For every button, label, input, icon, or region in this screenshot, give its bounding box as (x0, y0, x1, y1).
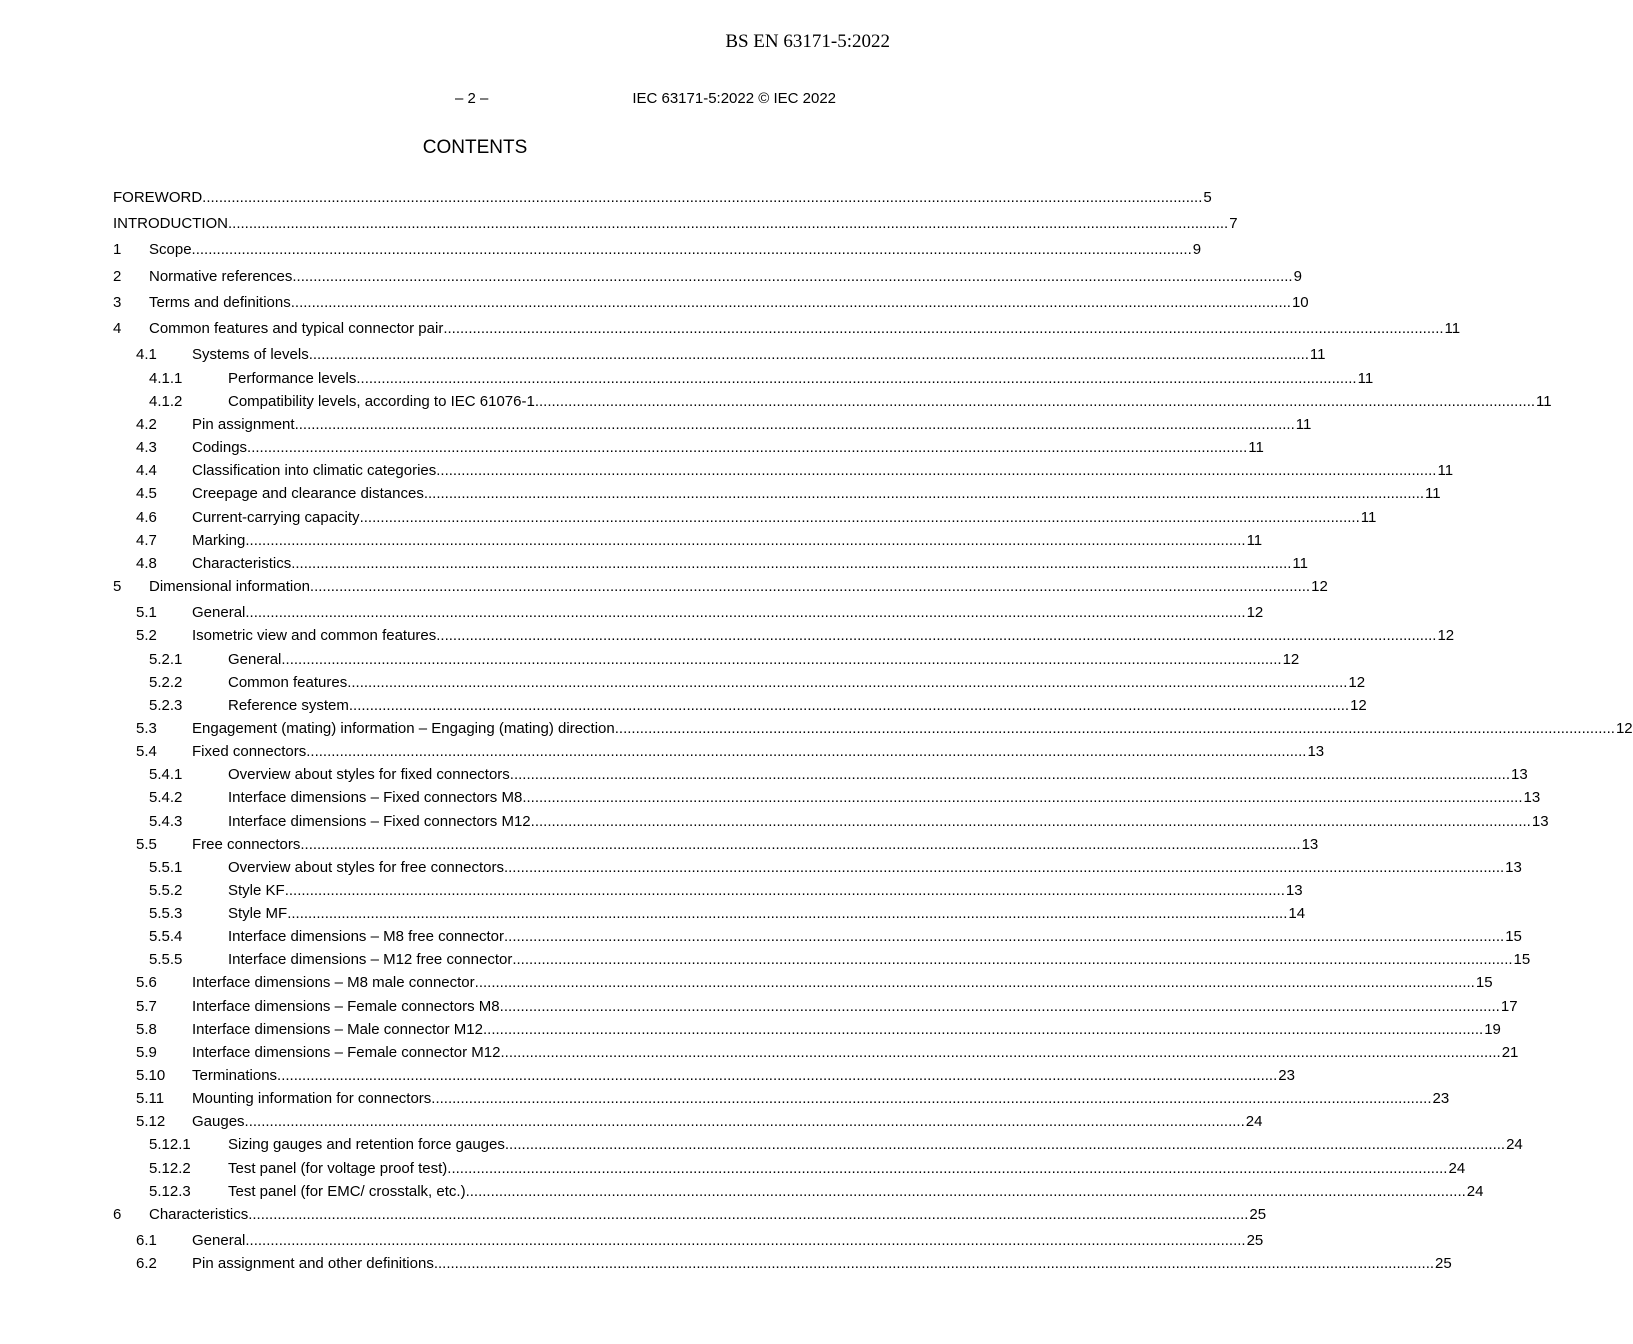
toc-entry-title: Style MF (228, 905, 288, 922)
toc-leader-dots (504, 858, 1504, 878)
toc-entry-number: 5.12 (136, 1113, 166, 1130)
toc-leader-dots (245, 531, 1245, 551)
toc-entry-number: 5.7 (136, 998, 157, 1015)
toc-entry-page: 9 (1293, 268, 1302, 285)
toc-entry[interactable] (113, 1135, 1523, 1155)
toc-entry-number: 5.12.1 (149, 1136, 191, 1153)
toc-entry-page: 12 (1311, 578, 1328, 595)
toc-entry-page: 23 (1278, 1067, 1295, 1084)
standard-id: BS EN 63171-5:2022 (725, 31, 890, 52)
toc-entry-page: 21 (1501, 1044, 1519, 1061)
toc-leader-dots (424, 484, 1424, 504)
toc-entry-title: Interface dimensions – Fixed connectors M8 (228, 789, 523, 806)
toc-entry-page: 13 (1301, 836, 1319, 853)
toc-leader-dots (531, 812, 1531, 832)
toc-entry-page: 11 (1246, 532, 1263, 549)
toc-entry-title: Common features (228, 674, 348, 691)
toc-leader-dots (228, 214, 1228, 234)
toc-entry-title: Fixed connectors (192, 743, 307, 760)
toc-leader-dots (475, 973, 1475, 993)
toc-entry-page: 13 (1307, 743, 1325, 760)
toc-entry[interactable] (113, 765, 1528, 785)
toc-entry-title: Pin assignment (192, 416, 295, 433)
toc-leader-dots (309, 345, 1309, 365)
toc-entry-page: 19 (1484, 1021, 1501, 1038)
toc-entry-page: 13 (1523, 789, 1541, 806)
toc-entry-number: 4.8 (136, 555, 157, 572)
toc-entry-number: 5.9 (136, 1044, 157, 1061)
toc-entry-title: Test panel (for EMC/ crosstalk, etc.) (228, 1183, 466, 1200)
toc-entry[interactable] (113, 881, 1303, 901)
toc-entry[interactable] (113, 1089, 1450, 1109)
toc-entry-page: 12 (1282, 651, 1300, 668)
toc-entry-number: 5.11 (136, 1090, 165, 1107)
toc-entry-title: Isometric view and common features (192, 627, 437, 644)
toc-entry-page: 11 (1309, 346, 1326, 363)
toc-entry-title: Terminations (192, 1067, 278, 1084)
toc-leader-dots (483, 1020, 1483, 1040)
toc-entry[interactable] (113, 1205, 1267, 1225)
toc-entry-number: 5 (113, 578, 122, 595)
toc-entry-number: 4 (113, 320, 122, 337)
toc-entry-title: Style KF (228, 882, 285, 899)
toc-entry[interactable] (113, 927, 1522, 947)
toc-entry[interactable] (113, 973, 1493, 993)
toc-entry[interactable] (113, 1182, 1484, 1202)
toc-entry-page: 11 (1360, 509, 1377, 526)
toc-entry-title: Scope (149, 241, 192, 258)
toc-entry-title: Reference system (228, 697, 349, 714)
toc-entry-page: 24 (1506, 1136, 1523, 1153)
toc-entry-title: Free connectors (192, 836, 301, 853)
toc-leader-dots (501, 1043, 1501, 1063)
toc-leader-dots (291, 554, 1291, 574)
toc-leader-dots (504, 927, 1504, 947)
toc-entry-title: Codings (192, 439, 248, 456)
toc-entry[interactable] (113, 214, 1238, 234)
toc-entry[interactable] (113, 531, 1263, 551)
toc-entry-title: Compatibility levels, according to IEC 61076-1 (228, 393, 535, 410)
contents-title: CONTENTS (422, 137, 528, 158)
toc-entry[interactable] (113, 345, 1326, 365)
toc-leader-dots (522, 788, 1522, 808)
toc-leader-dots (247, 438, 1247, 458)
toc-entry-title: Dimensional information (149, 578, 310, 595)
toc-leader-dots (505, 1135, 1505, 1155)
toc-entry-title: Marking (192, 532, 246, 549)
toc-entry-title: Terms and definitions (149, 294, 291, 311)
toc-leader-dots (434, 1254, 1434, 1274)
toc-entry[interactable] (113, 554, 1308, 574)
toc-entry-page: 5 (1203, 189, 1212, 206)
toc-leader-dots (281, 650, 1281, 670)
toc-leader-dots (277, 1066, 1277, 1086)
toc-entry-title: General (192, 604, 246, 621)
toc-entry-number: 4.5 (136, 485, 157, 502)
toc-entry-number: 5.5.3 (149, 905, 183, 922)
toc-entry-page: 11 (1295, 416, 1312, 433)
toc-leader-dots (443, 319, 1443, 339)
toc-entry-page: 9 (1192, 241, 1202, 258)
toc-entry-number: 5.3 (136, 720, 157, 737)
toc-entry[interactable] (113, 812, 1549, 832)
toc-entry-number: 5.5.4 (149, 928, 183, 945)
toc-leader-dots (300, 835, 1300, 855)
toc-leader-dots (291, 293, 1291, 313)
toc-entry[interactable] (113, 240, 1202, 260)
toc-leader-dots (248, 1205, 1248, 1225)
toc-entry-number: 6.2 (136, 1255, 157, 1272)
toc-leader-dots (349, 696, 1349, 716)
toc-leader-dots (512, 950, 1512, 970)
toc-entry[interactable] (113, 1159, 1466, 1179)
toc-entry[interactable] (113, 603, 1264, 623)
toc-entry-page: 15 (1475, 974, 1493, 991)
toc-entry-number: 6 (113, 1206, 122, 1223)
toc-entry[interactable] (113, 1066, 1295, 1086)
toc-entry-title: Interface dimensions – Male connector M12 (192, 1021, 483, 1038)
toc-entry-number: 4.7 (136, 532, 157, 549)
toc-entry[interactable] (113, 950, 1531, 970)
toc-entry-number: 6.1 (136, 1232, 157, 1249)
toc-entry-number: 5.2.3 (149, 697, 183, 714)
toc-leader-dots (245, 1112, 1245, 1132)
toc-leader-dots (192, 240, 1192, 260)
toc-entry-title: Mounting information for connectors (192, 1090, 432, 1107)
toc-entry-page: 25 (1249, 1206, 1267, 1223)
toc-entry-number: 5.2.2 (149, 674, 183, 691)
toc-leader-dots (310, 577, 1310, 597)
toc-leader-dots (245, 603, 1245, 623)
toc-entry-number: 5.2.1 (149, 651, 183, 668)
toc-entry-page: 13 (1285, 882, 1303, 899)
toc-entry-number: 5.10 (136, 1067, 166, 1084)
toc-entry-page: 23 (1432, 1090, 1450, 1107)
toc-entry-number: 5.4.2 (149, 789, 183, 806)
toc-entry-title: Interface dimensions – M8 male connector (192, 974, 475, 991)
toc-entry-page: 13 (1505, 859, 1522, 876)
toc-entry-page: 11 (1357, 370, 1374, 387)
toc-entry[interactable] (113, 858, 1522, 878)
toc-entry-page: 24 (1245, 1113, 1263, 1130)
toc-entry-page: 14 (1288, 905, 1306, 922)
toc-leader-dots (500, 997, 1500, 1017)
toc-entry-page: 11 (1292, 555, 1308, 572)
toc-entry-page: 25 (1435, 1255, 1452, 1272)
toc-entry-page: 17 (1500, 998, 1518, 1015)
toc-entry[interactable] (113, 1254, 1452, 1274)
toc-entry-page: 12 (1348, 674, 1366, 691)
toc-entry[interactable] (113, 650, 1300, 670)
toc-entry[interactable] (113, 742, 1325, 762)
toc-entry[interactable] (113, 188, 1212, 208)
toc-entry-title: Gauges (192, 1113, 245, 1130)
toc-leader-dots (202, 188, 1202, 208)
toc-entry-page: 24 (1448, 1160, 1466, 1177)
toc-leader-dots (447, 1159, 1447, 1179)
toc-entry-title: Common features and typical connector pair (149, 320, 444, 337)
toc-leader-dots (285, 881, 1285, 901)
toc-entry[interactable] (113, 696, 1367, 716)
toc-entry-page: 7 (1229, 215, 1238, 232)
toc-leader-dots (360, 508, 1360, 528)
toc-entry[interactable] (113, 319, 1461, 339)
toc-entry-title: Test panel (for voltage proof test) (228, 1160, 448, 1177)
toc-entry-number: 5.1 (136, 604, 157, 621)
toc-entry-number: 4.6 (136, 509, 157, 526)
toc-entry-title: Characteristics (192, 555, 292, 572)
toc-entry-title: Pin assignment and other definitions (192, 1255, 434, 1272)
toc-entry-title: General (192, 1232, 246, 1249)
toc-entry-page: 12 (1437, 627, 1455, 644)
toc-entry-number: 1 (113, 241, 122, 258)
toc-entry[interactable] (113, 626, 1455, 646)
toc-leader-dots (431, 1089, 1431, 1109)
toc-entry[interactable] (113, 1043, 1519, 1063)
toc-entry-title: Current-carrying capacity (192, 509, 360, 526)
toc-entry[interactable] (113, 1112, 1263, 1132)
toc-entry-number: 4.1 (136, 346, 157, 363)
toc-entry[interactable] (113, 997, 1518, 1017)
toc-entry-number: 5.12.2 (149, 1160, 191, 1177)
toc-leader-dots (292, 267, 1292, 287)
toc-entry-page: 13 (1511, 766, 1528, 783)
toc-entry-title: General (228, 651, 282, 668)
toc-entry-title: Interface dimensions – M12 free connector (228, 951, 513, 968)
toc-entry[interactable] (113, 461, 1454, 481)
toc-entry-title: Interface dimensions – Female connectors M8 (192, 998, 500, 1015)
toc-entry[interactable] (113, 673, 1366, 693)
toc-entry[interactable] (113, 293, 1309, 313)
toc-entry-page: 15 (1513, 951, 1531, 968)
toc-leader-dots (287, 904, 1287, 924)
toc-entry-title: INTRODUCTION (113, 215, 228, 232)
toc-leader-dots (510, 765, 1510, 785)
toc-entry-number: 5.5 (136, 836, 157, 853)
toc-leader-dots (466, 1182, 1466, 1202)
toc-leader-dots (295, 415, 1295, 435)
toc-entry[interactable] (113, 577, 1328, 597)
toc-entry-page: 11 (1425, 485, 1441, 502)
toc-entry-title: Classification into climatic categories (192, 462, 437, 479)
toc-entry[interactable] (113, 835, 1319, 855)
toc-entry-page: 10 (1291, 294, 1309, 311)
toc-entry-page: 12 (1350, 697, 1367, 714)
toc-leader-dots (436, 461, 1436, 481)
toc-entry-page: 13 (1531, 813, 1549, 830)
toc-entry-number: 4.1.1 (149, 370, 183, 387)
toc-entry-title: Performance levels (228, 370, 357, 387)
page-number: – 2 – (455, 90, 489, 107)
toc-entry[interactable] (113, 392, 1552, 412)
toc-entry-number: 5.8 (136, 1021, 157, 1038)
toc-entry-title: Characteristics (149, 1206, 249, 1223)
toc-entry-page: 11 (1444, 320, 1461, 337)
toc-leader-dots (436, 626, 1436, 646)
toc-entry-title: Sizing gauges and retention force gauges (228, 1136, 505, 1153)
toc-entry[interactable] (113, 719, 1633, 739)
toc-entry-number: 3 (113, 294, 122, 311)
toc-entry-title: Engagement (mating) information – Engaging (mating) direction (192, 720, 615, 737)
toc-entry[interactable] (113, 369, 1374, 389)
toc-entry-title: Interface dimensions – M8 free connector (228, 928, 504, 945)
toc-entry[interactable] (113, 267, 1302, 287)
toc-entry-page: 25 (1246, 1232, 1264, 1249)
toc-leader-dots (535, 392, 1535, 412)
toc-entry-number: 5.2 (136, 627, 157, 644)
toc-entry-number: 4.3 (136, 439, 157, 456)
toc-entry-page: 11 (1437, 462, 1454, 479)
toc-entry-title: Normative references (149, 268, 293, 285)
toc-entry-page: 12 (1615, 720, 1633, 737)
toc-entry-page: 11 (1536, 393, 1552, 410)
toc-entry-number: 4.4 (136, 462, 157, 479)
toc-entry-number: 5.5.1 (149, 859, 183, 876)
toc-entry-title: Systems of levels (192, 346, 309, 363)
toc-entry-page: 11 (1248, 439, 1264, 456)
toc-entry-number: 4.2 (136, 416, 157, 433)
toc-entry[interactable] (113, 415, 1312, 435)
toc-entry-page: 15 (1505, 928, 1522, 945)
toc-entry[interactable] (113, 788, 1541, 808)
toc-entry[interactable] (113, 1020, 1501, 1040)
toc-entry-title: Interface dimensions – Female connector M12 (192, 1044, 501, 1061)
toc-entry[interactable] (113, 484, 1441, 504)
toc-entry-number: 5.4.3 (149, 813, 183, 830)
toc-entry-title: Overview about styles for free connectors (228, 859, 504, 876)
toc-entry-number: 5.4 (136, 743, 157, 760)
toc-entry-number: 5.4.1 (149, 766, 183, 783)
toc-entry[interactable] (113, 904, 1306, 924)
toc-entry[interactable] (113, 508, 1377, 528)
toc-entry-title: Creepage and clearance distances (192, 485, 424, 502)
toc-entry[interactable] (113, 438, 1264, 458)
toc-entry-title: Interface dimensions – Fixed connectors M12 (228, 813, 531, 830)
toc-entry-page: 24 (1466, 1183, 1484, 1200)
toc-entry-page: 12 (1246, 604, 1264, 621)
toc-entry-title: FOREWORD (113, 189, 203, 206)
toc-entry-number: 5.5.5 (149, 951, 183, 968)
toc-leader-dots (347, 673, 1347, 693)
toc-leader-dots (356, 369, 1356, 389)
toc-entry-title: Overview about styles for fixed connectors (228, 766, 510, 783)
toc-entry-number: 2 (113, 268, 122, 285)
toc-leader-dots (306, 742, 1306, 762)
toc-entry[interactable] (113, 1231, 1264, 1251)
toc-entry-number: 5.12.3 (149, 1183, 191, 1200)
copyright-notice: IEC 63171-5:2022 © IEC 2022 (632, 90, 836, 107)
toc-entry-number: 5.6 (136, 974, 157, 991)
toc-leader-dots (245, 1231, 1245, 1251)
toc-leader-dots (615, 719, 1615, 739)
toc-entry-number: 4.1.2 (149, 393, 183, 410)
toc-entry-number: 5.5.2 (149, 882, 183, 899)
